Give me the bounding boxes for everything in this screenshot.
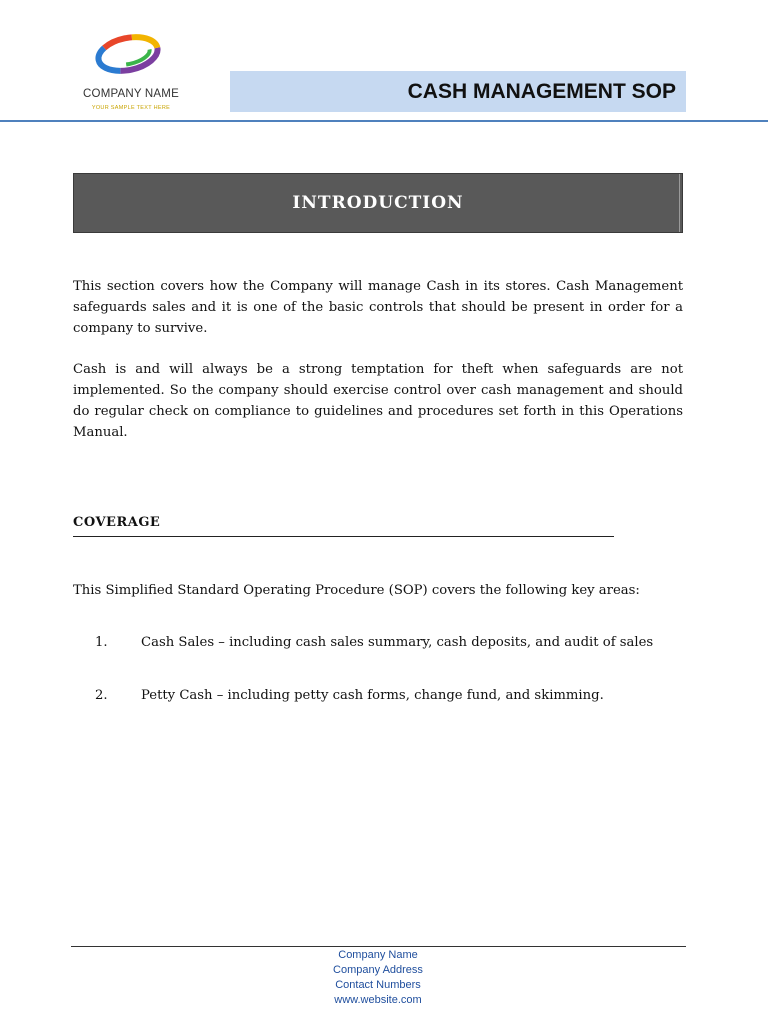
footer <box>0 948 756 1008</box>
logo-tagline: YOUR SAMPLE TEXT HERE <box>91 105 171 111</box>
intro-paragraph-1: This section covers how the Company will manage Cash in its stores. Cash Management safeguards sales and it is one of the basic controls that should be present in order for a company to survive. <box>73 279 683 336</box>
footer-company-address: Company Address <box>333 964 423 976</box>
footer-divider <box>71 946 686 947</box>
list-item-text: Cash Sales – including cash sales summary, cash deposits, and audit of sales <box>141 635 654 650</box>
list-item-number: 2. <box>95 688 108 703</box>
document-title: CASH MANAGEMENT SOP <box>407 79 676 103</box>
section-banner <box>73 173 683 233</box>
header-divider <box>0 120 768 122</box>
section-title: INTRODUCTION <box>292 193 464 213</box>
coverage-heading: COVERAGE <box>73 515 614 537</box>
logo-company-name: COMPANY NAME <box>83 88 179 100</box>
footer-website-link[interactable]: www.website.com <box>334 994 422 1006</box>
document-title-box <box>230 71 686 112</box>
list-item-number: 1. <box>95 635 108 650</box>
footer-company-name: Company Name <box>338 949 418 961</box>
coverage-intro: This Simplified Standard Operating Procedure (SOP) covers the following key areas: <box>73 583 640 598</box>
intro-paragraph-2: Cash is and will always be a strong temptation for theft when safeguards are not implemented. So the company should exercise control over cash management and should do regular check on compliance to guidelines and procedures set forth in this Operations Manual. <box>73 362 683 440</box>
footer-contact-numbers: Contact Numbers <box>335 979 421 991</box>
list-item-text: Petty Cash – including petty cash forms, change fund, and skimming. <box>141 688 604 703</box>
swirl-logo-icon <box>92 30 164 86</box>
company-logo <box>70 28 188 116</box>
